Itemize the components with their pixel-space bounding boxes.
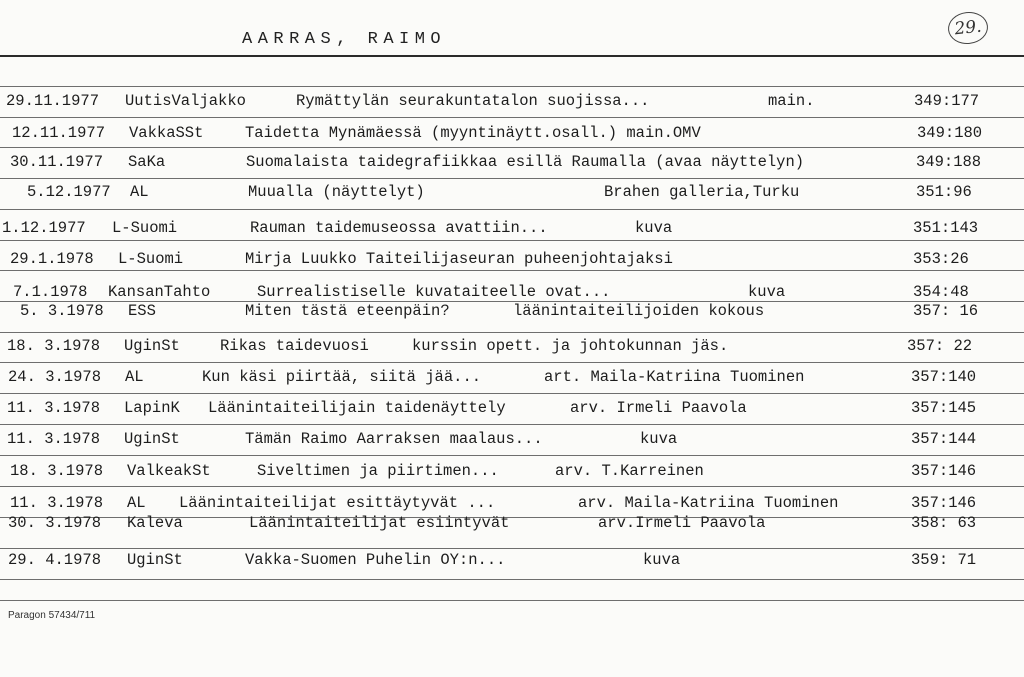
- ruled-line: [0, 209, 1024, 210]
- entry-ref: 354:48: [913, 283, 969, 301]
- entry-note: läänintaiteilijoiden kokous: [513, 302, 765, 320]
- entry-date: 18. 3.1978: [7, 337, 101, 355]
- entry-ref: 349:177: [914, 92, 980, 110]
- entry-source: AL: [127, 494, 146, 512]
- entry-date: 24. 3.1978: [8, 368, 102, 386]
- entry-source: VakkaSSt: [129, 124, 204, 142]
- entry-row: [0, 153, 1024, 175]
- entry-ref: 357:144: [911, 430, 977, 448]
- entry-ref: 357: 16: [913, 302, 979, 320]
- entry-source: SaKa: [128, 153, 166, 171]
- entry-title: Muualla (näyttelyt): [248, 183, 425, 201]
- entry-row: [0, 368, 1024, 390]
- entry-note: arv.Irmeli Paavola: [598, 514, 766, 532]
- ruled-line: [0, 548, 1024, 549]
- entry-ref: 357:140: [911, 368, 977, 386]
- entry-source: ValkeakSt: [127, 462, 211, 480]
- card-footer-print: Paragon 57434/711: [8, 610, 96, 621]
- entry-title: Taidetta Mynämäessä (myyntinäytt.osall.) main.OMV: [245, 124, 701, 142]
- entry-title: Rymättylän seurakuntatalon suojissa...: [296, 92, 650, 110]
- entry-note: arv. T.Karreinen: [555, 462, 704, 480]
- card-title: AARRAS, RAIMO: [242, 30, 447, 49]
- ruled-line: [0, 117, 1024, 118]
- entry-row: [0, 92, 1024, 114]
- entry-ref: 358: 63: [911, 514, 977, 532]
- entry-title: Kun käsi piirtää, siitä jää...: [202, 368, 482, 386]
- entry-row: [0, 250, 1024, 272]
- entry-row: [0, 494, 1024, 516]
- entry-ref: 357:145: [911, 399, 977, 417]
- entry-row: [0, 462, 1024, 484]
- entry-date: 11. 3.1978: [10, 494, 104, 512]
- entry-row: [0, 219, 1024, 241]
- entry-source: Kaleva: [127, 514, 183, 532]
- entry-title: Mirja Luukko Taiteilijaseuran puheenjohtajaksi: [245, 250, 673, 268]
- entry-title: Siveltimen ja piirtimen...: [257, 462, 499, 480]
- entry-ref: 351:143: [913, 219, 979, 237]
- entry-source: AL: [130, 183, 149, 201]
- entry-source: L-Suomi: [118, 250, 184, 268]
- entry-title: Rikas taidevuosi: [220, 337, 369, 355]
- entry-title: Läänintaiteilijain taidenäyttely: [208, 399, 506, 417]
- entry-note: main.: [768, 92, 815, 110]
- ruled-line: [0, 600, 1024, 601]
- entry-note: arv. Irmeli Paavola: [570, 399, 747, 417]
- ruled-line: [0, 424, 1024, 425]
- entry-source: KansanTahto: [108, 283, 211, 301]
- ruled-line: [0, 362, 1024, 363]
- entry-date: 5. 3.1978: [20, 302, 104, 320]
- entry-note: kuva: [643, 551, 681, 569]
- handwritten-page-number: 29.: [946, 10, 989, 46]
- entry-source: AL: [125, 368, 144, 386]
- ruled-line: [0, 579, 1024, 580]
- ruled-line: [0, 393, 1024, 394]
- entry-row: [0, 551, 1024, 573]
- ruled-line: [0, 86, 1024, 87]
- entry-ref: 349:180: [917, 124, 983, 142]
- ruled-line: [0, 332, 1024, 333]
- ruled-line: [0, 147, 1024, 148]
- entry-note: art. Maila-Katriina Tuominen: [544, 368, 805, 386]
- entry-title: Miten tästä eteenpäin?: [245, 302, 450, 320]
- entry-title: Tämän Raimo Aarraksen maalaus...: [245, 430, 543, 448]
- entry-row: [0, 337, 1024, 359]
- entry-source: UginSt: [127, 551, 183, 569]
- entry-row: [0, 514, 1024, 536]
- entry-source: UginSt: [124, 430, 180, 448]
- entry-note: kuva: [748, 283, 786, 301]
- entry-title: Surrealistiselle kuvataiteelle ovat...: [257, 283, 611, 301]
- entry-source: LapinK: [124, 399, 180, 417]
- entry-date: 29.1.1978: [10, 250, 94, 268]
- entry-source: L-Suomi: [112, 219, 178, 237]
- entry-note: kuva: [640, 430, 678, 448]
- entry-row: [0, 124, 1024, 146]
- entry-ref: 359: 71: [911, 551, 977, 569]
- entry-ref: 349:188: [916, 153, 982, 171]
- entry-row: [0, 430, 1024, 452]
- ruled-line: [0, 486, 1024, 487]
- entry-date: 12.11.1977: [12, 124, 106, 142]
- entry-row: [0, 302, 1024, 324]
- entry-date: 5.12.1977: [27, 183, 111, 201]
- entry-date: 11. 3.1978: [7, 399, 101, 417]
- entry-ref: 351:96: [916, 183, 972, 201]
- entry-date: 29.11.1977: [6, 92, 100, 110]
- entry-ref: 353:26: [913, 250, 969, 268]
- entry-date: 29. 4.1978: [8, 551, 102, 569]
- entry-source: UutisValjakko: [125, 92, 246, 110]
- ruled-line: [0, 55, 1024, 57]
- entry-date: 18. 3.1978: [10, 462, 104, 480]
- entry-title: Rauman taidemuseossa avattiin...: [250, 219, 548, 237]
- entry-row: [0, 183, 1024, 205]
- entry-source: ESS: [128, 302, 156, 320]
- entry-title: Läänintaiteilijat esittäytyvät ...: [179, 494, 496, 512]
- entry-title: Vakka-Suomen Puhelin OY:n...: [245, 551, 506, 569]
- entry-note: kurssin opett. ja johtokunnan jäs.: [412, 337, 729, 355]
- entry-date: 11. 3.1978: [7, 430, 101, 448]
- entry-ref: 357: 22: [907, 337, 973, 355]
- entry-date: 1.12.1977: [2, 219, 86, 237]
- entry-row: [0, 399, 1024, 421]
- entry-ref: 357:146: [911, 494, 977, 512]
- entry-title: Suomalaista taidegrafiikkaa esillä Raumalla (avaa näyttelyn): [246, 153, 805, 171]
- entry-note: kuva: [635, 219, 673, 237]
- entry-title: Läänintaiteilijat esiintyvät: [249, 514, 510, 532]
- ruled-line: [0, 455, 1024, 456]
- entry-date: 30.11.1977: [10, 153, 104, 171]
- entry-source: UginSt: [124, 337, 180, 355]
- entry-date: 30. 3.1978: [8, 514, 102, 532]
- entry-ref: 357:146: [911, 462, 977, 480]
- entry-note: arv. Maila-Katriina Tuominen: [578, 494, 839, 512]
- entry-date: 7.1.1978: [13, 283, 88, 301]
- ruled-line: [0, 178, 1024, 179]
- entry-note: Brahen galleria,Turku: [604, 183, 800, 201]
